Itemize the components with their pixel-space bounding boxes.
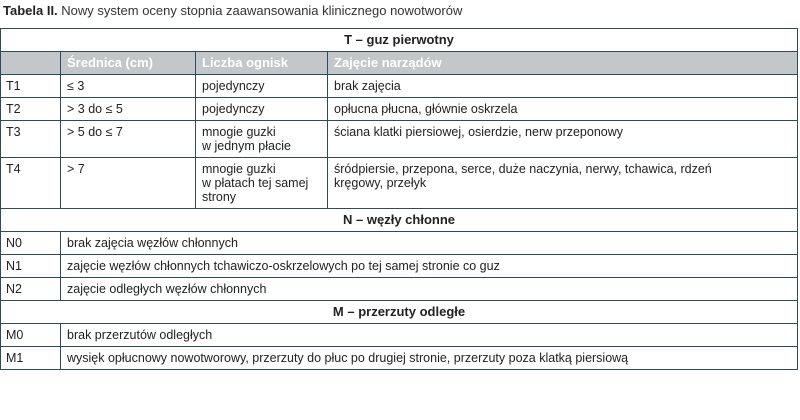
stage-label: M1 xyxy=(1,347,61,370)
table-row xyxy=(1,98,798,121)
table-caption-label: Tabela II. xyxy=(3,3,58,18)
description-cell: brak zajęcia węzłów chłonnych xyxy=(61,232,798,255)
stage-label: N0 xyxy=(1,232,61,255)
description-cell: brak przerzutów odległych xyxy=(61,324,798,347)
table-row xyxy=(1,324,798,347)
section-title-t: T – guz pierwotny xyxy=(1,29,798,52)
stage-label: T2 xyxy=(1,98,61,121)
table-caption xyxy=(3,3,462,18)
header-cell-foci: Liczba ognisk xyxy=(196,52,328,75)
section-title-n: N – węzły chłonne xyxy=(1,209,798,232)
table-row xyxy=(1,278,798,301)
organs-cell: ściana klatki piersiowej, osierdzie, nerw przeponowy xyxy=(328,121,798,158)
table-row xyxy=(1,158,798,209)
table-row xyxy=(1,232,798,255)
section-title-m: M – przerzuty odległe xyxy=(1,301,798,324)
table-row xyxy=(1,255,798,278)
header-row xyxy=(1,52,798,75)
stage-label: T3 xyxy=(1,121,61,158)
foci-cell: mnogie guzki w płatach tej samej strony xyxy=(196,158,328,209)
section-row-t xyxy=(1,29,798,52)
diameter-cell: > 7 xyxy=(61,158,196,209)
stage-label: M0 xyxy=(1,324,61,347)
stage-label: N2 xyxy=(1,278,61,301)
diameter-cell: > 5 do ≤ 7 xyxy=(61,121,196,158)
diameter-cell: > 3 do ≤ 5 xyxy=(61,98,196,121)
foci-cell: pojedynczy xyxy=(196,98,328,121)
organs-cell: brak zajęcia xyxy=(328,75,798,98)
stage-label: T4 xyxy=(1,158,61,209)
table-row xyxy=(1,75,798,98)
stage-label: T1 xyxy=(1,75,61,98)
description-cell: zajęcie węzłów chłonnych tchawiczo-oskrzelowych po tej samej stronie co guz xyxy=(61,255,798,278)
description-cell: wysięk opłucnowy nowotworowy, przerzuty do płuc po drugiej stronie, przerzuty poza klatką piersiową xyxy=(61,347,798,370)
description-cell: zajęcie odległych węzłów chłonnych xyxy=(61,278,798,301)
organs-cell: śródpiersie, przepona, serce, duże naczynia, nerwy, tchawica, rdzeń kręgowy, przełyk xyxy=(328,158,798,209)
section-row-m xyxy=(1,301,798,324)
header-cell-diameter: Średnica (cm) xyxy=(61,52,196,75)
stage-label: N1 xyxy=(1,255,61,278)
organs-cell: opłucna płucna, głównie oskrzela xyxy=(328,98,798,121)
header-cell-organs: Zajęcie narządów xyxy=(328,52,798,75)
section-row-n xyxy=(1,209,798,232)
table-caption-text: Nowy system oceny stopnia zaawansowania klinicznego nowotworów xyxy=(61,3,463,18)
staging-table xyxy=(0,28,798,370)
header-cell-empty xyxy=(1,52,61,75)
foci-cell: pojedynczy xyxy=(196,75,328,98)
table-row xyxy=(1,347,798,370)
foci-cell: mnogie guzki w jednym płacie xyxy=(196,121,328,158)
n-rows xyxy=(1,232,798,301)
table-row xyxy=(1,121,798,158)
t-rows xyxy=(1,75,798,209)
diameter-cell: ≤ 3 xyxy=(61,75,196,98)
m-rows xyxy=(1,324,798,370)
